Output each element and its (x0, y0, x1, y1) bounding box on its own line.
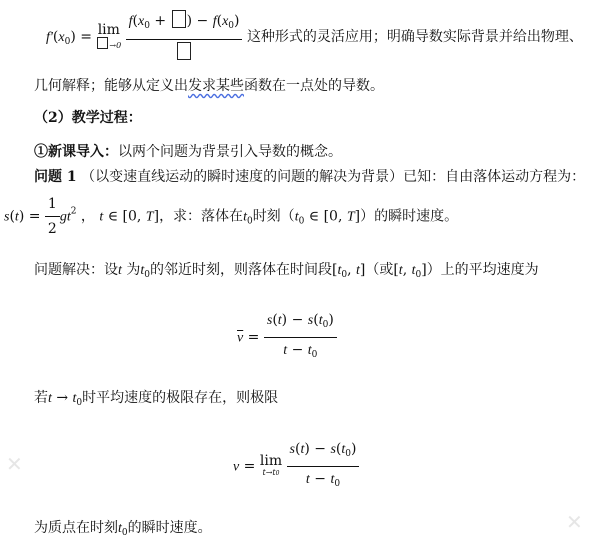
limit-operator: lim t→t0 (259, 453, 283, 477)
limit-operator: lim →0 (97, 22, 122, 50)
problem1-line: 问题 1 （以变速直线运动的瞬时速度的问题的解决为背景）已知：自由落体运动方程为： (34, 169, 586, 185)
objective-text-2: 几何解释；能够从定义出发求某些函数在一点处的导数。 (34, 78, 384, 94)
limit-intro-line: 若$t \to t_0$时平均速度的极限存在，则极限 (34, 390, 279, 408)
conclusion-line: 为质点在时刻$t_0$的瞬时速度。 (34, 520, 212, 538)
placeholder-box (172, 10, 186, 28)
watermark-mark: ✕ (566, 510, 583, 534)
spellcheck-underline: 发求某些 (188, 78, 244, 94)
placeholder-box (177, 42, 191, 60)
average-velocity-formula: $\overline{v}$ = $\frac{s(t) - s(t_0)}{t - t_0}$ (237, 310, 337, 365)
objective-text-1: 这种形式的灵活应用；明确导数实际背景并给出物理、 (246, 29, 583, 45)
instantaneous-velocity-formula: v = lim t→t0 $\frac{s(t) - s(t_0)}{t - t_0}$ (233, 439, 359, 494)
problem1-label: 问题 1 (34, 169, 77, 185)
watermark-mark: ✕ (6, 452, 23, 476)
intro-label: ①新课导入： (34, 144, 118, 160)
section-heading: （2）教学过程： (34, 110, 142, 126)
derivative-definition-line: $f'(x_0)$ = lim →0 $f(x_0$ + ) − $f(x_0)$ 这种形式的灵活应用；明确导数实际背景并给出物理、 (46, 10, 583, 64)
solution-line: 问题解决：设t 为$t_0$的邻近时刻，则落体在时间段[$t_0$, t]（或[t, $t_0$]）上的平均速度为 (34, 262, 539, 280)
intro-line: ①新课导入：以两个问题为背景引入导数的概念。 (34, 144, 342, 160)
free-fall-equation-line: s(t) = $\frac{1}{2}$ $gt^2$ ， t ∈ [0, T]，求：落体在$t_0$时刻（$t_0$ ∈ [0, T]）的瞬时速度。 (4, 196, 459, 237)
derivative-fraction: $f(x_0$ + ) − $f(x_0)$ (126, 10, 243, 64)
